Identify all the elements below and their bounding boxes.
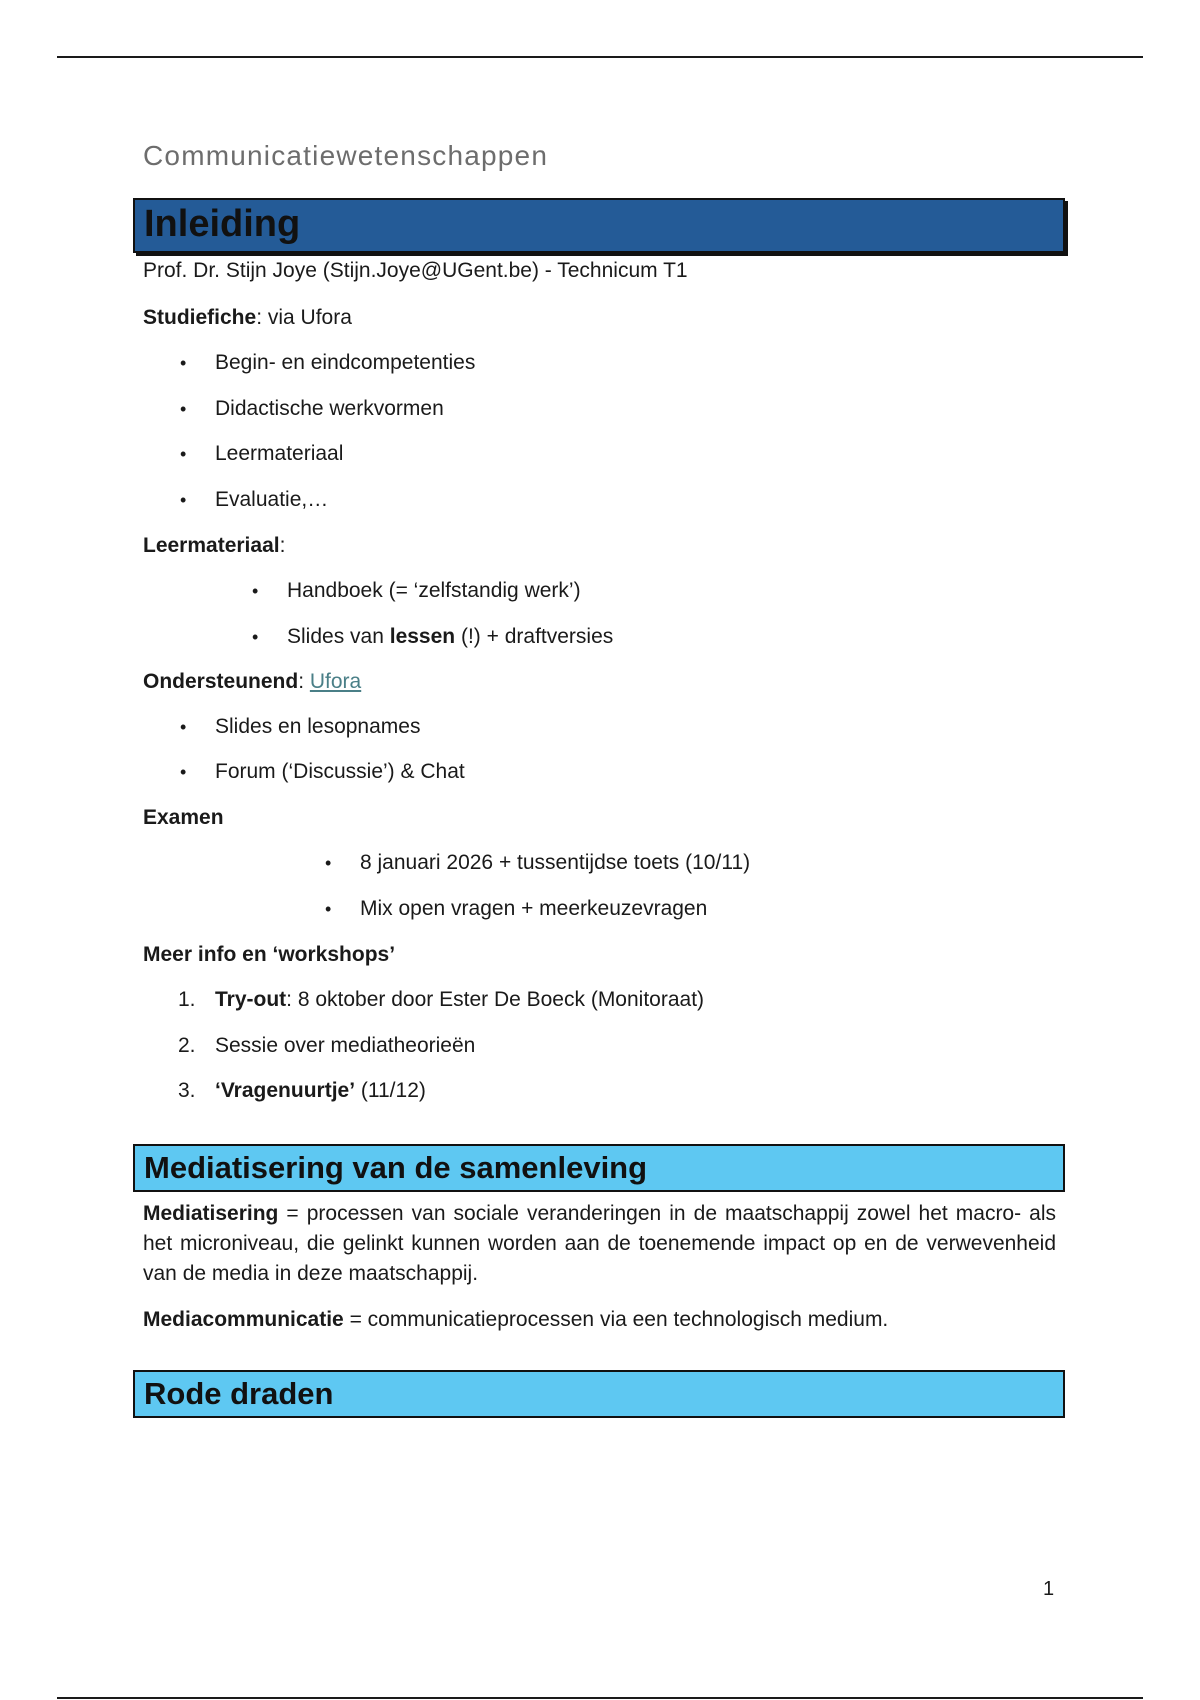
list-item <box>287 624 613 650</box>
heading-inleiding <box>133 198 1065 253</box>
top-rule <box>57 56 1143 58</box>
leermateriaal-rest: : <box>279 534 286 557</box>
bullet-icon: • <box>180 717 187 737</box>
leermateriaal-label: Leermateriaal <box>143 534 280 557</box>
bullet-icon: • <box>180 444 187 464</box>
ondersteunend-line <box>143 669 361 695</box>
definition-mediatisering <box>143 1199 1056 1289</box>
bullet-icon: • <box>252 627 259 647</box>
examen-label: Examen <box>143 806 224 829</box>
heading-mediatisering <box>133 1144 1065 1192</box>
bullet-icon: • <box>325 853 332 873</box>
numbered-item-bold: Try-out <box>215 988 287 1011</box>
list-number: 3. <box>178 1079 196 1102</box>
list-item: Handboek (= ‘zelfstandig werk’) <box>287 579 581 602</box>
studiefiche-label: Studiefiche <box>143 306 257 329</box>
numbered-item-bold: ‘Vragenuurtje’ <box>215 1079 356 1102</box>
studiefiche-rest: : via Ufora <box>256 306 352 329</box>
numbered-item <box>215 1078 426 1104</box>
heading-rode-draden <box>133 1370 1065 1418</box>
meer-info-line <box>143 942 395 968</box>
numbered-item-rest: (11/12) <box>355 1079 426 1102</box>
list-item-pre: Slides van <box>287 625 390 648</box>
ufora-link[interactable]: Ufora <box>309 670 362 693</box>
bullet-icon: • <box>180 762 187 782</box>
bullet-icon: • <box>325 899 332 919</box>
numbered-item: Sessie over mediatheorieën <box>215 1034 476 1057</box>
definition-term: Mediatisering <box>143 1202 279 1225</box>
numbered-item-rest: : 8 oktober door Ester De Boeck (Monitoraat) <box>286 988 705 1011</box>
ondersteunend-label: Ondersteunend <box>143 670 299 693</box>
list-item: Forum (‘Discussie’) & Chat <box>215 760 465 783</box>
bottom-rule <box>57 1697 1143 1699</box>
list-item: Slides en lesopnames <box>215 715 421 738</box>
studiefiche-line <box>143 305 352 331</box>
page-number: 1 <box>1043 1578 1055 1600</box>
ondersteunend-sep: : <box>298 670 310 693</box>
list-number: 1. <box>178 988 196 1011</box>
definition-text: = processen van sociale veranderingen in de maatschappij zowel het macro- als het microniveau, die gelinkt kunnen worden aan de toenemende impact op en de verwevenheid van de media in deze maatschappij. <box>143 1202 1056 1285</box>
definition-text: = communicatieprocessen via een technologisch medium. <box>343 1308 889 1331</box>
bullet-icon: • <box>180 490 187 510</box>
professor-line: Prof. Dr. Stijn Joye (Stijn.Joye@UGent.be) - Technicum T1 <box>143 259 688 282</box>
definition-mediacommunicatie <box>143 1305 1056 1335</box>
heading-mediatisering-text: Mediatisering van de samenleving <box>144 1150 648 1185</box>
bullet-icon: • <box>252 581 259 601</box>
bullet-icon: • <box>180 353 187 373</box>
list-item-bold: lessen <box>389 625 456 648</box>
meer-info-label: Meer info en ‘workshops’ <box>143 943 396 966</box>
list-number: 2. <box>178 1034 196 1057</box>
list-item: Evaluatie,… <box>215 488 329 511</box>
list-item: Mix open vragen + meerkeuzevragen <box>360 897 708 920</box>
examen-line <box>143 805 224 831</box>
list-item: Didactische werkvormen <box>215 397 444 420</box>
leermateriaal-line <box>143 533 285 559</box>
bullet-icon: • <box>180 399 187 419</box>
document-title: Communicatiewetenschappen <box>143 140 549 171</box>
definition-term: Mediacommunicatie <box>143 1308 344 1331</box>
list-item: Begin- en eindcompetenties <box>215 351 476 374</box>
heading-inleiding-text: Inleiding <box>144 203 301 245</box>
heading-rode-draden-text: Rode draden <box>144 1376 334 1411</box>
list-item: 8 januari 2026 + tussentijdse toets (10/11) <box>360 851 751 874</box>
list-item: Leermateriaal <box>215 442 344 465</box>
numbered-item <box>215 987 704 1013</box>
list-item-post: (!) + draftversies <box>455 625 614 648</box>
